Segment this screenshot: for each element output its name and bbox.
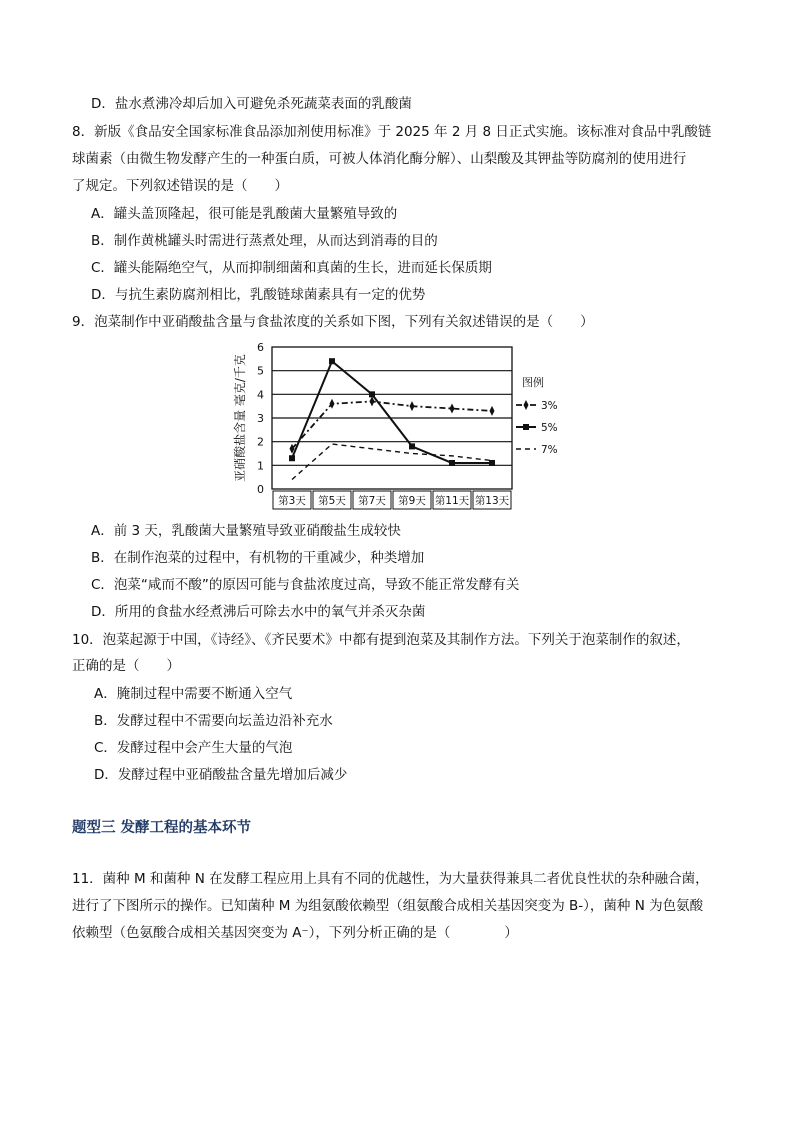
legend	[516, 375, 558, 456]
y-tick-label: 5	[257, 364, 264, 378]
data-point-square	[409, 443, 415, 449]
y-tick-label: 3	[257, 412, 264, 425]
section-title: 题型三 发酵工程的基本环节	[72, 820, 252, 836]
q11-stem-line1: 11．菌种 M 和菌种 N 在发酵工程应用上具有不同的优越性，为大量获得兼具二者优良性状的杂种融合菌，	[72, 871, 709, 887]
series-layer	[289, 358, 495, 479]
data-point-diamond	[330, 399, 335, 409]
y-tick-labels	[257, 341, 264, 496]
legend-label: 7%	[541, 444, 558, 456]
q10-option-d: D．发酵过程中亚硝酸盐含量先增加后减少	[94, 767, 348, 783]
data-point-square	[329, 358, 335, 364]
q8-stem-line3: 了规定。下列叙述错误的是（ ）	[72, 178, 288, 194]
q11-stem-line3: 依赖型（色氨酸合成相关基因突变为 A⁻），下列分析正确的是（ ）	[72, 925, 518, 941]
legend-marker-diamond	[524, 400, 529, 410]
q10-stem-line2: 正确的是（ ）	[72, 658, 180, 674]
q9-option-d: D．所用的食盐水经煮沸后可除去水中的氧气并杀灭杂菌	[91, 604, 426, 620]
q8-option-d: D．与抗生素防腐剂相比，乳酸链球菌素具有一定的优势	[91, 287, 426, 303]
x-tick-label: 第5天	[318, 495, 346, 507]
y-axis-label: 亚硝酸盐含量 毫克/千克	[233, 354, 247, 482]
y-tick-label: 4	[257, 388, 264, 402]
data-point-diamond	[410, 401, 415, 411]
legend-label: 3%	[541, 400, 558, 412]
x-tick-labels	[273, 491, 511, 509]
q8-option-a: A．罐头盖顶隆起，很可能是乳酸菌大量繁殖导致的	[91, 206, 398, 222]
q9-option-c: C．泡菜“咸而不酸”的原因可能与食盐浓度过高，导致不能正常发酵有关	[91, 577, 520, 593]
q10-stem-line1: 10．泡菜起源于中国，《诗经》、《齐民要术》中都有提到泡菜及其制作方法。下列关于泡菜制作的叙述，	[72, 632, 690, 648]
x-tick-label: 第3天	[278, 495, 306, 507]
q8-stem-line2: 球菌素（由微生物发酵产生的一种蛋白质，可被人体消化酶分解）、山梨酸及其钾盐等防腐剂的使用进行	[72, 151, 687, 167]
nitrite-chart	[230, 340, 560, 512]
q8-option-c: C．罐头能隔绝空气，从而抑制细菌和真菌的生长，进而延长保质期	[91, 260, 492, 276]
y-tick-label: 1	[257, 459, 264, 473]
data-point-square	[489, 460, 495, 466]
x-tick-label: 第11天	[434, 495, 470, 507]
data-point-square	[449, 460, 455, 466]
q7-option-d: D．盐水煮沸冷却后加入可避免杀死蔬菜表面的乳酸菌	[91, 96, 412, 112]
series-line	[292, 361, 492, 463]
legend-marker-square	[523, 424, 529, 430]
q11-stem-line2: 进行了下图所示的操作。已知菌种 M 为组氨酸依赖型（组氨酸合成相关基因突变为 B-），菌种 N 为色氨酸	[72, 898, 704, 914]
q9-stem: 9．泡菜制作中亚硝酸盐含量与食盐浓度的关系如下图，下列有关叙述错误的是（ ）	[72, 314, 594, 330]
y-tick-label: 2	[257, 435, 264, 449]
q10-option-c: C．发酵过程中会产生大量的气泡	[94, 740, 293, 756]
data-point-diamond	[490, 406, 495, 416]
y-tick-label: 0	[257, 483, 264, 496]
y-tick-label: 6	[257, 341, 264, 354]
q8-stem-line1: 8．新版《食品安全国家标准食品添加剂使用标准》于 2025 年 2 月 8 日正式实施。该标准对食品中乳酸链	[72, 124, 712, 140]
legend-title: 图例	[522, 376, 544, 389]
q9-option-b: B．在制作泡菜的过程中，有机物的干重减少，种类增加	[91, 550, 425, 566]
q10-option-a: A．腌制过程中需要不断通入空气	[94, 686, 293, 702]
data-point-diamond	[450, 404, 455, 414]
x-tick-label: 第7天	[358, 495, 386, 507]
q8-option-b: B．制作黄桃罐头时需进行蒸煮处理，从而达到消毒的目的	[91, 233, 438, 249]
data-point-square	[289, 455, 295, 461]
data-point-square	[369, 391, 375, 397]
q10-option-b: B．发酵过程中不需要向坛盖边沿补充水	[94, 713, 333, 729]
legend-label: 5%	[541, 422, 558, 434]
x-tick-label: 第9天	[398, 495, 426, 507]
series-line	[292, 444, 492, 480]
q9-option-a: A．前 3 天，乳酸菌大量繁殖导致亚硝酸盐生成较快	[91, 523, 401, 539]
x-tick-label: 第13天	[474, 495, 510, 507]
